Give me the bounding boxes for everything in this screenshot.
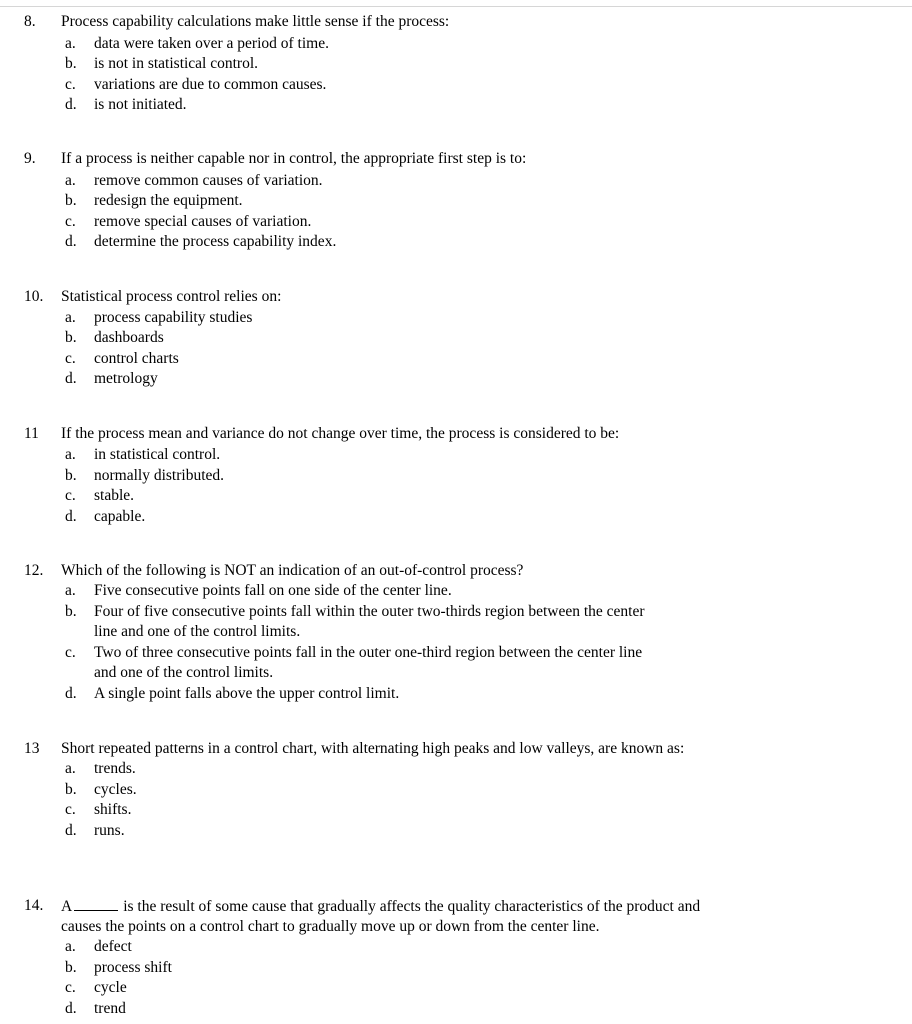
- option-letter: d.: [65, 685, 77, 702]
- option-text: defect: [94, 938, 132, 955]
- option-letter: d.: [65, 96, 77, 113]
- question-stem-continued: causes the points on a control chart to gradually move up or down from the center line.: [61, 918, 600, 935]
- option-letter: c.: [65, 213, 76, 230]
- option-letter: c.: [65, 979, 76, 996]
- option-text: and one of the control limits.: [94, 664, 274, 681]
- option-text: normally distributed.: [94, 467, 225, 484]
- question-stem: Process capability calculations make little sense if the process:: [61, 13, 450, 30]
- question-number: 14.: [24, 897, 44, 914]
- option-text: remove special causes of variation.: [94, 213, 312, 230]
- option-text: in statistical control.: [94, 446, 221, 463]
- option-letter: b.: [65, 192, 77, 209]
- option-letter: a.: [65, 938, 76, 955]
- option-letter: d.: [65, 822, 77, 839]
- option-text: Five consecutive points fall on one side of the center line.: [94, 582, 452, 599]
- question-stem: Statistical process control relies on:: [61, 288, 282, 305]
- question-stem: If the process mean and variance do not change over time, the process is considered to be:: [61, 425, 620, 442]
- option-letter: c.: [65, 76, 76, 93]
- option-text: process capability studies: [94, 309, 253, 326]
- option-text: line and one of the control limits.: [94, 623, 301, 640]
- question-stem-rest: is the result of some cause that gradually affects the quality characteristics of the product and: [123, 898, 701, 915]
- option-text: cycles.: [94, 781, 137, 798]
- question-number: 8.: [24, 13, 36, 30]
- question-number: 13: [24, 740, 40, 757]
- option-letter: c.: [65, 644, 76, 661]
- question-number: 12.: [24, 562, 44, 579]
- option-text: runs.: [94, 822, 125, 839]
- option-letter: c.: [65, 487, 76, 504]
- option-text: trends.: [94, 760, 136, 777]
- option-text: Four of five consecutive points fall within the outer two-thirds region between the center: [94, 603, 645, 620]
- option-letter: c.: [65, 350, 76, 367]
- option-text: Two of three consecutive points fall in the outer one-third region between the center line: [94, 644, 643, 661]
- question-stem: Which of the following is NOT an indication of an out-of-control process?: [61, 562, 524, 579]
- option-letter: a.: [65, 582, 76, 599]
- option-letter: a.: [65, 35, 76, 52]
- option-letter: d.: [65, 370, 77, 387]
- option-letter: b.: [65, 959, 77, 976]
- option-text: stable.: [94, 487, 135, 504]
- option-text: capable.: [94, 508, 146, 525]
- question-number: 11: [24, 425, 39, 442]
- option-letter: d.: [65, 233, 77, 250]
- option-text: dashboards: [94, 329, 164, 346]
- option-letter: d.: [65, 508, 77, 525]
- option-letter: a.: [65, 309, 76, 326]
- option-text: control charts: [94, 350, 179, 367]
- question-number: 9.: [24, 150, 36, 167]
- option-text: cycle: [94, 979, 127, 996]
- page-top-rule: [0, 6, 912, 7]
- option-text: shifts.: [94, 801, 132, 818]
- option-text: process shift: [94, 959, 172, 976]
- question-stem: [61, 896, 821, 917]
- option-text: A single point falls above the upper control limit.: [94, 685, 400, 702]
- option-letter: b.: [65, 467, 77, 484]
- question-number: 10.: [24, 288, 44, 305]
- option-letter: b.: [65, 329, 77, 346]
- option-text: determine the process capability index.: [94, 233, 337, 250]
- option-text: redesign the equipment.: [94, 192, 243, 209]
- option-letter: b.: [65, 55, 77, 72]
- option-letter: a.: [65, 172, 76, 189]
- option-text: data were taken over a period of time.: [94, 35, 329, 52]
- option-text: trend: [94, 1000, 126, 1017]
- question-stem-lead: A: [61, 898, 73, 915]
- option-letter: a.: [65, 446, 76, 463]
- option-letter: c.: [65, 801, 76, 818]
- option-text: is not initiated.: [94, 96, 187, 113]
- option-text: metrology: [94, 370, 158, 387]
- option-text: variations are due to common causes.: [94, 76, 327, 93]
- option-text: is not in statistical control.: [94, 55, 259, 72]
- option-text: remove common causes of variation.: [94, 172, 323, 189]
- fill-in-blank: [74, 896, 118, 911]
- option-letter: b.: [65, 781, 77, 798]
- question-stem: Short repeated patterns in a control chart, with alternating high peaks and low valleys, are known as:: [61, 740, 685, 757]
- option-letter: b.: [65, 603, 77, 620]
- option-letter: d.: [65, 1000, 77, 1017]
- option-letter: a.: [65, 760, 76, 777]
- question-stem: If a process is neither capable nor in control, the appropriate first step is to:: [61, 150, 527, 167]
